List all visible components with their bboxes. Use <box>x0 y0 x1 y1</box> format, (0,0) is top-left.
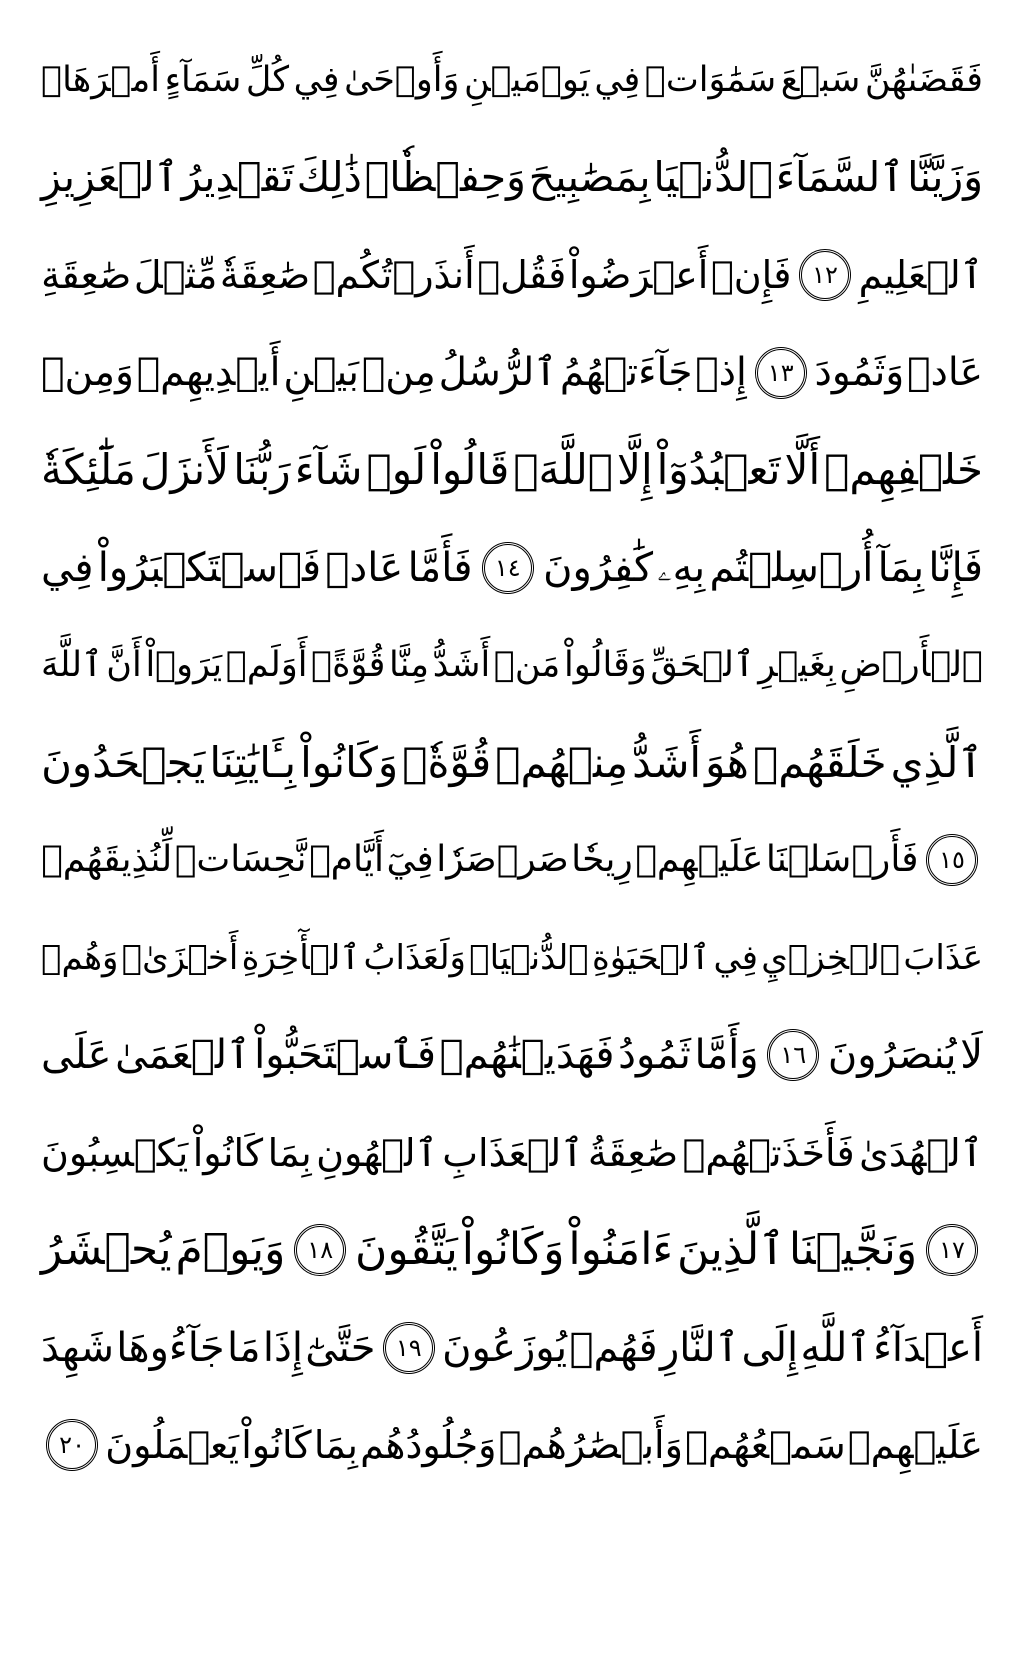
word: ٱلۡحَيَوٰةِ <box>591 937 711 978</box>
word: إِذَا <box>262 1324 303 1371</box>
ayah-number-marker: ٢٠ <box>46 1419 98 1471</box>
text-line <box>40 422 984 518</box>
word: ٱلَّذِينَ <box>676 1224 786 1275</box>
word: صَٰعِقَةِ <box>41 253 132 297</box>
word: سَمَٰوَاتٖ <box>644 59 777 100</box>
word: فَإِنۡ <box>710 253 792 297</box>
word: مَلَٰٓئِكَةٗ <box>41 445 136 494</box>
word: إِلَّا <box>616 445 653 494</box>
word: صَٰعِقَةُ <box>587 1130 679 1175</box>
word: أَنَّ <box>106 644 142 685</box>
word: كُلِّ <box>245 59 290 100</box>
word: أَنذَرۡتُكُمۡ <box>312 253 475 297</box>
word: وَأَوۡحَىٰ <box>344 59 460 100</box>
word: ٱللَّهِ <box>800 1324 871 1371</box>
word: ٱلۡعَزِيزِ <box>41 153 179 201</box>
word: هُوَ <box>705 737 749 787</box>
word: فَٱسۡتَحَبُّواْ <box>254 1032 436 1078</box>
word: جَآءَتۡهُمُ <box>559 350 693 395</box>
word: وَأَبۡصَٰرُهُمۡ <box>498 1423 683 1467</box>
word: فَأَرۡسَلۡنَا <box>765 839 919 880</box>
text-line <box>40 1397 984 1493</box>
word: ٱلۡخِزۡيِ <box>761 937 901 978</box>
word: وَزَيَّنَّا <box>907 153 983 201</box>
word: نَّحِسَاتٖ <box>174 839 307 880</box>
word: فِي <box>293 59 340 100</box>
word: سَمَآءٍ <box>164 59 242 100</box>
text-line <box>40 325 984 421</box>
ayah-number-marker: ١٣ <box>755 347 807 399</box>
word: يَجۡحَدُونَ <box>41 737 206 787</box>
word: يَعۡمَلُونَ <box>105 1423 240 1467</box>
word: بَيۡنِ <box>283 350 360 395</box>
word: ٱلدُّنۡيَا <box>653 153 773 201</box>
word: بِمَا <box>313 1423 358 1467</box>
text-line <box>40 1105 984 1201</box>
word: قُوَّةًۖ <box>311 644 386 685</box>
word: ءَامَنُواْ <box>568 1224 674 1275</box>
word: عَلَى <box>41 1032 112 1078</box>
word: تَعۡبُدُوٓاْ <box>656 445 781 494</box>
word: ٱلۡأَرۡضِ <box>839 644 983 685</box>
word: ٱلنَّارِ <box>659 1324 740 1371</box>
word: بِمَصَٰبِيحَ <box>528 153 651 201</box>
word: يَتَّقُونَ <box>355 1224 458 1275</box>
word: عَلَيۡهِمۡ <box>635 839 764 880</box>
word: أَمۡرَهَاۚ <box>41 59 161 100</box>
word: عَادٞ <box>325 544 404 591</box>
word: وَأَمَّا <box>694 1032 759 1078</box>
word: فَأَخَذَتۡهُمۡ <box>682 1130 855 1175</box>
word: كَانُواْ <box>192 1130 264 1175</box>
word: ٱلۡهُدَىٰ <box>859 1130 983 1175</box>
word: فَإِنَّا <box>928 544 983 591</box>
text-line <box>40 715 984 811</box>
word: فَقُلۡ <box>477 253 567 297</box>
word: صَٰعِقَةٗ <box>219 253 311 297</box>
word: عَذَابَ <box>903 937 983 978</box>
word: فَهُمۡ <box>569 1324 658 1371</box>
ayah-number-marker: ١٧ <box>926 1224 978 1276</box>
word: ٱلۡعَذَابِ <box>442 1130 584 1175</box>
word: بِغَيۡرِ <box>758 644 836 685</box>
ayah-number-marker: ١٦ <box>767 1029 819 1081</box>
word: يُنصَرُونَ <box>827 1032 957 1078</box>
word: قُوَّةٗۖ <box>402 737 492 787</box>
word: لَأَنزَلَ <box>139 445 230 494</box>
word: يُوزَعُونَ <box>442 1324 568 1371</box>
text-line <box>40 812 984 908</box>
word: ٱلسَّمَآءَ <box>775 153 905 201</box>
word: أَشَدُّ <box>632 737 702 787</box>
ayah-number-marker: ١٥ <box>926 834 978 886</box>
word: يَكۡسِبُونَ <box>41 1130 189 1175</box>
word: ٱلۡهُونِ <box>316 1130 438 1175</box>
word: صَرۡصَرٗا <box>436 839 569 880</box>
word: وَمِنۡ <box>41 350 134 395</box>
word: خَلۡفِهِمۡ <box>824 445 983 494</box>
word: حَتَّىٰٓ <box>305 1324 376 1371</box>
word: خَلَقَهُمۡ <box>753 737 887 787</box>
word: يَوۡمَيۡنِ <box>464 59 590 100</box>
word: أَلَّا <box>784 445 821 494</box>
word: وَنَجَّيۡنَا <box>788 1224 918 1275</box>
text-line <box>40 227 984 323</box>
word: فَٱسۡتَكۡبَرُواْ <box>97 544 322 591</box>
word: وَكَانُواْ <box>300 737 399 787</box>
word: رَبُّنَا <box>233 445 291 494</box>
word: بِهِۦ <box>657 544 706 591</box>
word: بِمَآ <box>877 544 925 591</box>
word: أُرۡسِلۡتُم <box>709 544 874 591</box>
word: فِي <box>713 937 759 978</box>
word: مَنۡ <box>493 644 561 685</box>
word: عَلَيۡهِمۡ <box>847 1423 983 1467</box>
word: يُحۡشَرُ <box>41 1224 172 1275</box>
text-line <box>40 910 984 1006</box>
word: أَوَلَمۡ <box>225 644 308 685</box>
word: وَقَالُواْ <box>564 644 647 685</box>
text-line <box>40 617 984 713</box>
word: شَآءَ <box>294 445 363 494</box>
text-line <box>40 1007 984 1103</box>
word: وَيَوۡمَ <box>175 1224 286 1275</box>
word: فَقَضَىٰهُنَّ <box>864 59 983 100</box>
mushaf-page <box>40 0 984 1656</box>
word: سَبۡعَ <box>780 59 861 100</box>
word: وَكَانُواْ <box>461 1224 565 1275</box>
text-line <box>40 1202 984 1298</box>
text-line <box>40 32 984 128</box>
word: ٱللَّهَۖ <box>513 445 613 494</box>
ayah-number-marker: ١٢ <box>799 249 851 301</box>
word: مِنۡهُمۡ <box>495 737 629 787</box>
word: ٱلدُّنۡيَاۖ <box>469 937 589 978</box>
word: إِذۡ <box>695 350 747 395</box>
word: يَرَوۡاْ <box>145 644 223 685</box>
ayah-number-marker: ١٨ <box>294 1224 346 1276</box>
word: جَآءُوهَا <box>116 1324 225 1371</box>
word: وَحِفۡظٗاۚ <box>364 153 526 201</box>
word: وَلَعَذَابُ <box>363 937 466 978</box>
word: شَهِدَ <box>41 1324 114 1371</box>
word: أَيَّامٖ <box>309 839 384 880</box>
word: ٱلۡحَقِّ <box>650 644 755 685</box>
word: أَخۡزَىٰۖ <box>121 937 239 978</box>
ayah-number-marker: ١٩ <box>383 1322 435 1374</box>
word: سَمۡعُهُمۡ <box>685 1423 846 1467</box>
ayah-number-marker: ١٤ <box>482 542 534 594</box>
word: مَا <box>226 1324 261 1371</box>
word: عَادٖ <box>907 350 983 395</box>
text-line <box>40 1300 984 1396</box>
word: فَأَمَّا <box>407 544 473 591</box>
word: فِيٓ <box>386 839 434 880</box>
word: فَهَدَيۡنَٰهُمۡ <box>439 1032 615 1078</box>
word: رِيحٗا <box>571 839 633 880</box>
word: أَيۡدِيهِمۡ <box>136 350 281 395</box>
word: مِنَّا <box>389 644 430 685</box>
word: وَهُمۡ <box>41 937 119 978</box>
word: كَانُواْ <box>241 1423 312 1467</box>
word: بِمَا <box>267 1130 312 1175</box>
word: ٱللَّهَ <box>41 644 103 685</box>
text-line <box>40 130 984 226</box>
word: ثَمُودُ <box>618 1032 691 1078</box>
word: مِنۢ <box>361 350 436 395</box>
word: وَثَمُودَ <box>814 350 905 395</box>
word: مِّثۡلَ <box>133 253 218 297</box>
word: بِـَٔايَٰتِنَا <box>209 737 297 787</box>
word: لَا <box>960 1032 983 1078</box>
word: قَالُواْ <box>430 445 510 494</box>
word: ٱلۡأٓخِرَةِ <box>241 937 361 978</box>
word: وَجُلُودُهُم <box>360 1423 497 1467</box>
word: إِلَى <box>741 1324 799 1371</box>
word: لِّنُذِيقَهُمۡ <box>41 839 173 880</box>
word: ٱلَّذِي <box>890 737 983 787</box>
word: ٱلۡعَمَىٰ <box>115 1032 251 1078</box>
word: فِي <box>594 59 641 100</box>
word: تَقۡدِيرُ <box>181 153 294 201</box>
word: فِي <box>41 544 94 591</box>
word: ٱلۡعَلِيمِ <box>858 253 983 297</box>
word: لَوۡ <box>366 445 427 494</box>
word: أَعۡرَضُواْ <box>568 253 709 297</box>
word: أَعۡدَآءُ <box>873 1324 983 1371</box>
word: أَشَدُّ <box>432 644 491 685</box>
word: ٱلرُّسُلُ <box>438 350 558 395</box>
text-line <box>40 520 984 616</box>
word: كَٰفِرُونَ <box>543 544 654 591</box>
word: ذَٰلِكَ <box>296 153 362 201</box>
